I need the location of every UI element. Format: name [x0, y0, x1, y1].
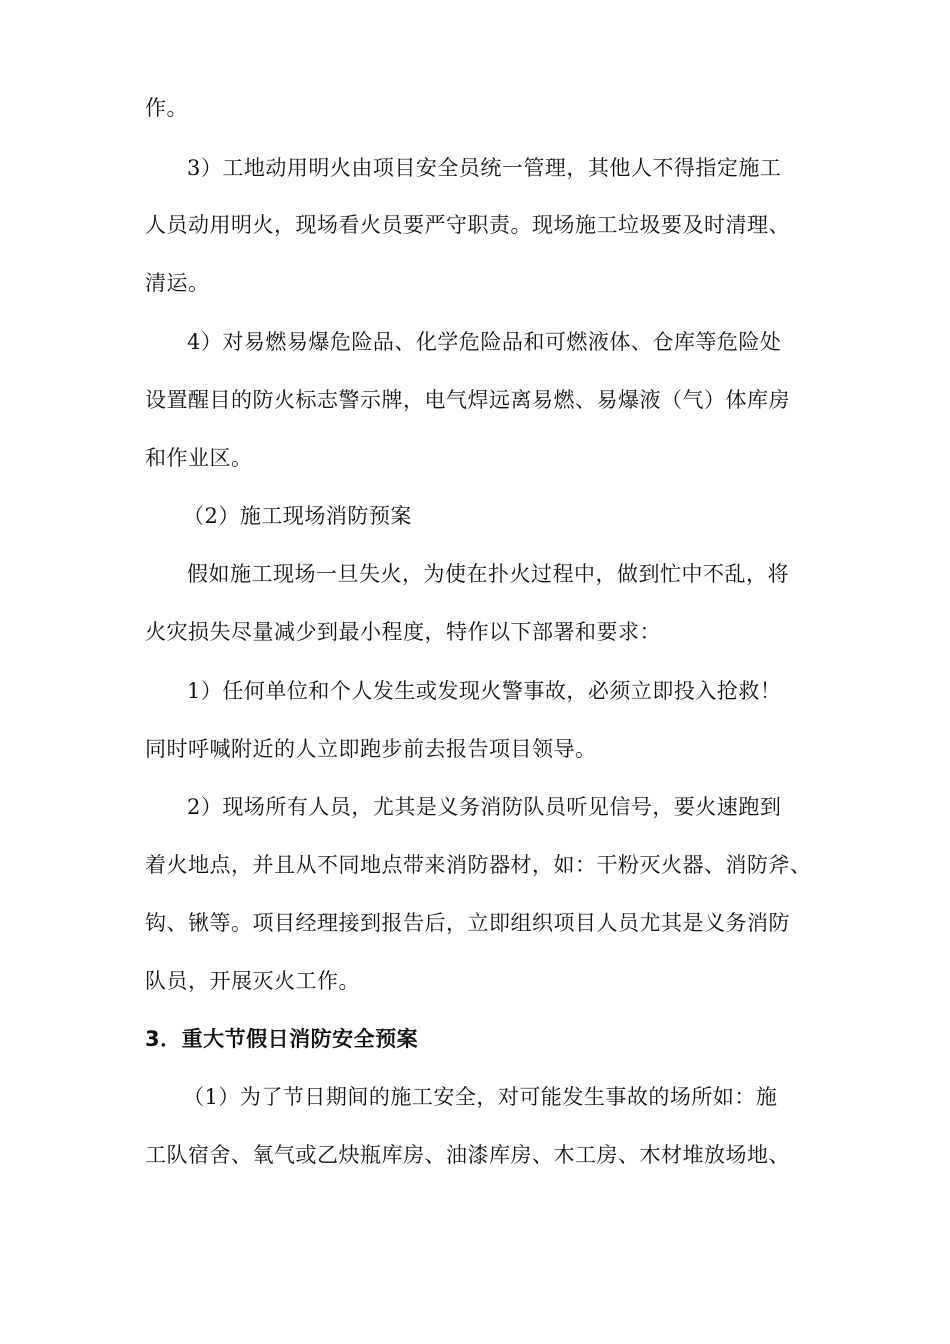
paragraph-line: 清运。 — [145, 271, 210, 295]
paragraph-line: 着火地点，并且从不同地点带来消防器材，如：干粉灭火器、消防斧、 — [145, 853, 812, 877]
paragraph-line: 和作业区。 — [145, 446, 253, 470]
paragraph-line: 火灾损失尽量减少到最小程度，特作以下部署和要求： — [145, 620, 661, 644]
paragraph-line: 同时呼喊附近的人立即跑步前去报告项目领导。 — [145, 737, 597, 761]
paragraph-line: 设置醒目的防火标志警示牌，电气焊远离易燃、易爆液（气）体库房 — [145, 388, 790, 412]
paragraph-line: 人员动用明火，现场看火员要严守职责。现场施工垃圾要及时清理、 — [145, 213, 790, 237]
paragraph-line: 3）工地动用明火由项目安全员统一管理，其他人不得指定施工 — [187, 156, 782, 180]
paragraph-line: 工队宿舍、氧气或乙炔瓶库房、油漆库房、木工房、木材堆放场地、 — [145, 1143, 790, 1167]
paragraph-line: 2）现场所有人员，尤其是义务消防队员听见信号，要火速跑到 — [187, 795, 782, 819]
paragraph-line: 4）对易燃易爆危险品、化学危险品和可燃液体、仓库等危险处 — [187, 330, 782, 354]
paragraph-line: 作。 — [145, 96, 188, 120]
paragraph-line: 队员，开展灭火工作。 — [145, 969, 360, 993]
section-heading: 3．重大节假日消防安全预案 — [145, 1027, 419, 1051]
paragraph-line: 钩、锹等。项目经理接到报告后，立即组织项目人员尤其是义务消防 — [145, 911, 790, 935]
section-subheading: （2）施工现场消防预案 — [183, 504, 412, 528]
paragraph-line: 假如施工现场一旦失火，为使在扑火过程中，做到忙中不乱，将 — [187, 562, 789, 586]
paragraph-line: （1）为了节日期间的施工安全，对可能发生事故的场所如：施 — [183, 1085, 778, 1109]
paragraph-line: 1）任何单位和个人发生或发现火警事故，必须立即投入抢救！ — [187, 679, 782, 703]
